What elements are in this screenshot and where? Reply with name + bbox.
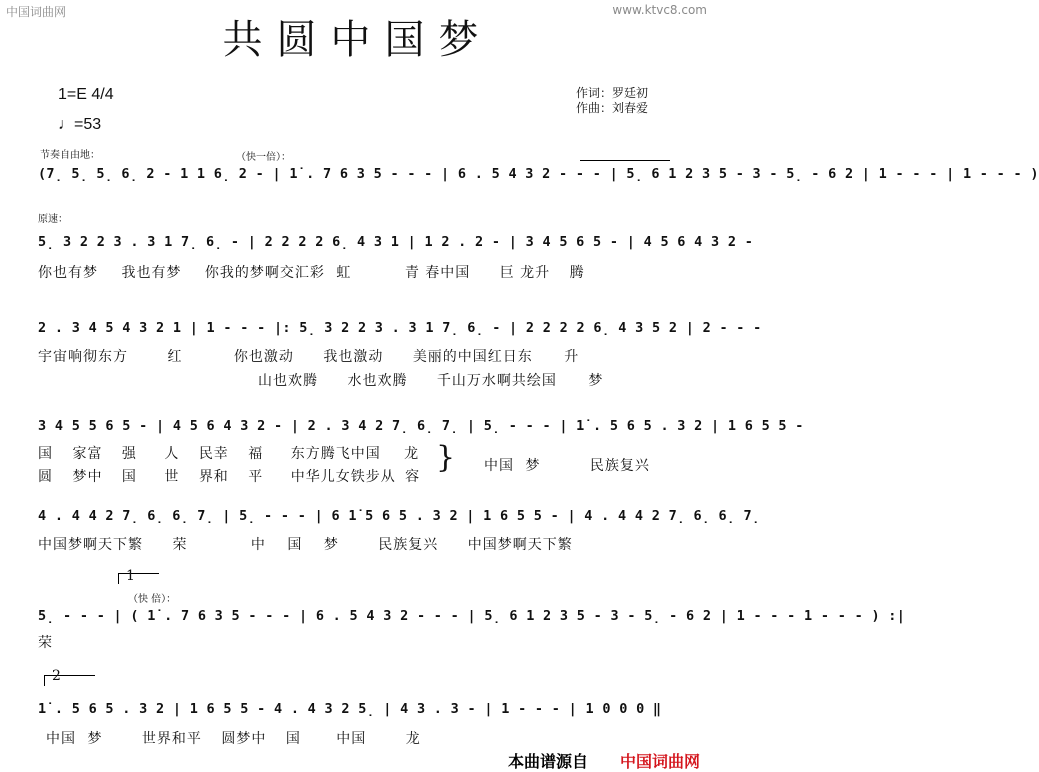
source-brand: 中国词曲网 — [620, 752, 701, 771]
volta-1-fast-note: （快 倍）： — [128, 594, 177, 605]
lyric-segment: 民族复兴 — [589, 458, 650, 474]
lyric-segment: 容 — [405, 469, 421, 485]
lyric-line-2 — [38, 262, 585, 282]
lyric-segment: 中国梦啊天下繁 — [467, 537, 573, 553]
lyric-segment: 龙升 — [520, 265, 551, 281]
lyric-segment: 民幸 — [198, 446, 229, 462]
staff-line-5: 4 . 4 4 2 7̣ 6̣ 6̣ 7̣ | 5̣ - - - | 6 1̇ 5 6 5 . 3 2 | 1 6 5 5 - | 4 . 4 4 2 7̣ 6̣ 6̣ 7̣ — [38, 508, 761, 524]
lyric-segment: 梦 — [87, 731, 103, 747]
lyric-segment: 升 — [564, 349, 580, 365]
volta-1-label: 1 — [126, 568, 135, 584]
lyric-segment: 千山万水啊共绘国 — [436, 373, 557, 389]
song-title: 共圆中国梦 — [222, 17, 493, 63]
lyric-segment: 强 — [121, 446, 137, 462]
lyric-segment: 红 — [167, 349, 183, 365]
volta-2-label: 2 — [52, 668, 61, 684]
original-tempo-note: 原速： — [38, 214, 68, 225]
lyric-segment: 荣 — [172, 537, 188, 553]
lyric-segment: 中 — [250, 537, 266, 553]
lyric-segment: 世 — [164, 469, 180, 485]
lyric-segment: 中国 — [484, 458, 514, 474]
lyric-segment: 梦 — [525, 458, 541, 474]
staff-line-1: (7̣ 5̣ 5̣ 6̣ 2 - 1 1 6̣ 2 - | 1̇ . 7 6 3 5 - - - | 6 . 5 4 3 2 - - - | 5̣ 6 1 2 3 5 - 3 - 5̣ - 6 2 | 1 - - - | 1 - - - ) — [38, 166, 1039, 182]
lyric-segment: 山也欢腾 — [258, 373, 318, 389]
lyric-segment: 龙 — [405, 731, 421, 747]
lyric-segment: 中国 — [46, 731, 76, 747]
lyric-segment: 福 — [248, 446, 264, 462]
lyric-segment: 民族复兴 — [378, 537, 439, 553]
lyric-segment: 中国 — [336, 731, 367, 747]
lyric-segment: 国 — [285, 731, 301, 747]
lyric-segment: 宇宙响彻东方 — [38, 349, 128, 365]
lyric-segment: 春中国 — [425, 265, 471, 281]
lyric-segment: 中国梦啊天下繁 — [38, 537, 143, 553]
lyric-segment: 美丽的中国红日东 — [412, 349, 533, 365]
lyric-segment: 圆梦中 — [221, 731, 267, 747]
lyric-segment: 梦 — [323, 537, 339, 553]
volta-1-bracket — [118, 573, 159, 584]
key-signature: 1=E 4/4 — [58, 86, 114, 103]
lyric-segment: 我也有梦 — [121, 265, 182, 281]
lyric-segment: 国 — [121, 469, 137, 485]
lyric-line-4b — [38, 466, 420, 486]
lyric-segment: 人 — [164, 446, 180, 462]
lyric-segment: 中华儿女铁步从 — [290, 469, 396, 485]
lyricist-credit: 作词：罗廷初 — [576, 86, 649, 100]
staff-line-4: 3 4 5 5 6 5 - | 4 5 6 4 3 2 - | 2 . 3 4 2 7̣ 6̣ 7̣ | 5̣ - - - | 1̇ . 5 6 5 . 3 2 | 1 6 5 5 - — [38, 418, 804, 434]
intro-tempo-note: 节奏自由地： — [40, 150, 100, 161]
lyric-segment: 你我的梦啊交汇彩 — [204, 265, 325, 281]
lyric-segment: 荣 — [38, 635, 53, 651]
lyric-line-6 — [38, 632, 53, 652]
lyric-segment: 世界和平 — [141, 731, 202, 747]
lyric-segment: 水也欢腾 — [347, 373, 408, 389]
tie-line-1 — [580, 160, 670, 161]
lyric-segment: 虹 — [336, 265, 352, 281]
lyric-segment: 界和 — [198, 469, 229, 485]
lyric-segment: 龙 — [404, 446, 420, 462]
lyric-segment: 家富 — [72, 446, 103, 462]
staff-line-6: 5̣ - - - | ( 1̇ . 7 6 3 5 - - - | 6 . 5 4 3 2 - - - | 5̣ 6 1 2 3 5 - 3 - 5̣ - 6 2 | 1 - - - 1 - - - ) :| — [38, 608, 906, 624]
lyric-line-3a — [38, 346, 579, 366]
lyric-line-7 — [46, 728, 421, 748]
staff-line-3: 2 . 3 4 5 4 3 2 1 | 1 - - - |: 5̣ 3 2 2 3 . 3 1 7̣ 6̣ - | 2 2 2 2 6̣ 4 3 5 2 | 2 - - - — [38, 320, 762, 336]
lyric-segment: 国 — [38, 446, 53, 462]
lyric-line-4c — [484, 455, 650, 475]
lyric-segment: 巨 — [499, 265, 515, 281]
lyric-segment: 国 — [287, 537, 303, 553]
lyric-segment: 你也有梦 — [38, 265, 98, 281]
fast-tempo-note: （快一倍）： — [236, 152, 291, 163]
lyric-segment: 梦 — [588, 373, 604, 389]
staff-line-2: 5̣ 3 2 2 3 . 3 1 7̣ 6̣ - | 2 2 2 2 6̣ 4 3 1 | 1 2 . 2 - | 3 4 5 6 5 - | 4 5 6 4 3 2 - — [38, 234, 754, 250]
lyric-segment: 青 — [404, 265, 420, 281]
lyric-brace: } — [436, 440, 456, 475]
lyric-line-4a — [38, 443, 419, 463]
lyric-line-3b — [258, 370, 603, 390]
lyric-segment: 梦中 — [72, 469, 103, 485]
lyric-segment: 平 — [248, 469, 264, 485]
lyric-line-5 — [38, 534, 573, 554]
lyric-segment: 腾 — [569, 265, 585, 281]
watermark-right: www.ktvc8.com — [612, 3, 707, 17]
lyric-segment: 圆 — [38, 469, 53, 485]
lyric-segment: 你也激动 — [233, 349, 294, 365]
lyric-segment: 我也激动 — [323, 349, 384, 365]
composer-credit: 作曲：刘春爱 — [576, 101, 649, 115]
lyric-segment: 东方腾飞中国 — [290, 446, 381, 462]
staff-line-7: 1̇ . 5 6 5 . 3 2 | 1 6 5 5 - 4 . 4 3 2 5̣ | 4 3 . 3 - | 1 - - - | 1 0 0 0 ‖ — [38, 701, 662, 717]
tempo-marking: ♩=53 — [58, 116, 102, 133]
source-label: 本曲谱源自 — [508, 752, 589, 771]
watermark-left: 中国词曲网 — [6, 5, 67, 19]
